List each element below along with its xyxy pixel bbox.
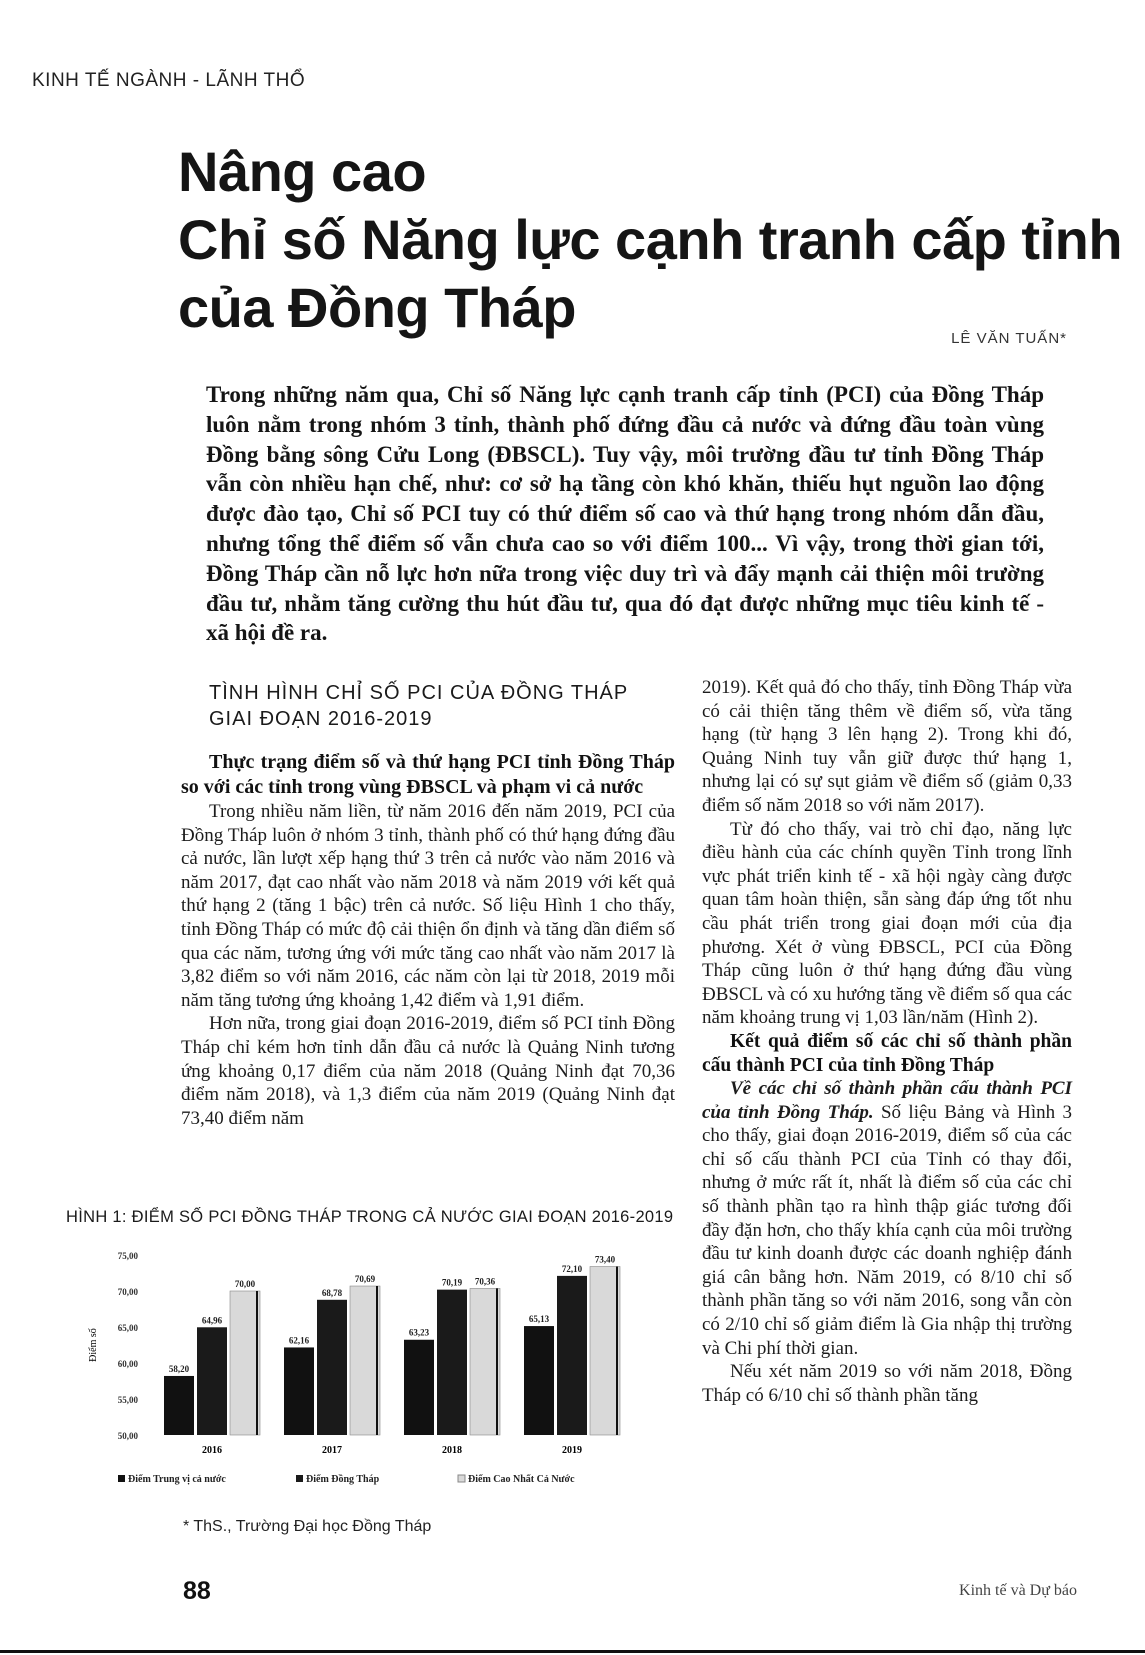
title-line-2: Chỉ số Năng lực cạnh tranh cấp tỉnh (178, 208, 1123, 271)
bar-chart (66, 1235, 676, 1515)
y-tick-label: 65,00 (117, 1323, 138, 1333)
legend-swatch (118, 1475, 125, 1482)
data-label: 70,36 (474, 1276, 496, 1287)
data-label: 63,23 (408, 1327, 430, 1338)
x-tick-label: 2016 (202, 1445, 222, 1456)
paragraph: Nếu xét năm 2019 so với năm 2018, Đồng Tháp có 6/10 chỉ số thành phần tăng (702, 1361, 1072, 1406)
section-heading: TÌNH HÌNH CHỈ SỐ PCI CỦA ĐỒNG THÁP GIAI ĐOẠN 2016-2019 (209, 682, 628, 730)
data-label: 62,16 (288, 1335, 310, 1346)
legend-swatch (296, 1475, 303, 1482)
chart-bar (197, 1327, 227, 1435)
y-axis-label: Điểm số (88, 1328, 99, 1362)
bottom-rule (0, 1650, 1145, 1653)
legend-entry: Điểm Đồng Tháp (306, 1474, 380, 1485)
chart-bar (350, 1286, 380, 1435)
paragraph (702, 1077, 1072, 1360)
y-tick-label: 60,00 (117, 1359, 138, 1369)
data-label: 68,78 (321, 1287, 343, 1298)
figure-caption: HÌNH 1: ĐIỂM SỐ PCI ĐỒNG THÁP TRONG CẢ NƯỚC GIAI ĐOẠN 2016-2019 (66, 1208, 674, 1226)
section-header: KINH TẾ NGÀNH - LÃNH THỔ (32, 70, 306, 91)
chart-bar (470, 1288, 500, 1435)
page-number: 88 (183, 1577, 211, 1605)
journal-name: Kinh tế và Dự báo (959, 1582, 1077, 1599)
y-tick-label: 75,00 (117, 1251, 138, 1261)
chart-bar (590, 1267, 620, 1435)
y-tick-label: 70,00 (117, 1287, 138, 1297)
paragraph-text: Số liệu Bảng và Hình 3 cho thấy, giai đoạn 2016-2019, điểm số của các chỉ số cấu thành PCI của Tỉnh có thay đổi, nhưng ở mức rất ít, nhất là điểm số của các chỉ số thành phần tạo ra hình thập giác tương đối đầy đặn hơn, cho thấy khía cạnh của môi trường đầu tư kinh doanh được các doanh nghiệp đánh giá cân bằng hơn. Năm 2019, có 8/10 chỉ số thành phần tăng so với năm 2016, song vẫn còn có 2/10 chỉ số giảm điểm là Gia nhập thị trường và Chi phí thời gian. (702, 1101, 1072, 1359)
footnote: * ThS., Trường Đại học Đồng Tháp (183, 1518, 432, 1535)
legend-swatch (458, 1475, 465, 1482)
title-line-3: của Đồng Tháp (178, 276, 576, 339)
author-byline: LÊ VĂN TUẤN* (951, 330, 1067, 347)
data-label: 72,10 (561, 1263, 583, 1274)
chart-bar (524, 1326, 554, 1435)
legend-entry: Điểm Trung vị cả nước (128, 1474, 226, 1485)
title-line-1: Nâng cao (178, 140, 427, 203)
data-label: 58,20 (168, 1363, 190, 1374)
y-tick-label: 55,00 (117, 1395, 138, 1405)
right-column (702, 676, 1072, 1407)
y-tick-label: 50,00 (117, 1431, 138, 1441)
chart-bar (404, 1340, 434, 1435)
paragraph-continuation: 2019). Kết quả đó cho thấy, tỉnh Đồng Tháp vừa có cải thiện tăng thêm về điểm số, vừa tăng hạng (từ hạng 3 lên hạng 2). Trong khi đó, Quảng Ninh tuy vẫn giữ được thứ hạng 1, nhưng lại có sự sụt giảm về điểm số (giảm 0,33 điểm số năm 2018 so với năm 2017). (702, 677, 1072, 816)
paragraph: Hơn nữa, trong giai đoạn 2016-2019, điểm số PCI tỉnh Đồng Tháp chỉ kém hơn tỉnh dẫn đầu cả nước là Quảng Ninh tương ứng khoảng 0,17 điểm của năm 2018 (Quảng Ninh đạt 70,36 điểm năm 2018), và 1,3 điểm của năm 2019 (Quảng Ninh đạt 73,40 điểm năm (181, 1013, 675, 1129)
subheading: Thực trạng điểm số và thứ hạng PCI tỉnh Đồng Tháp so với các tỉnh trong vùng ĐBSCL và phạm vi cả nước (181, 751, 675, 798)
left-column (181, 676, 675, 1130)
x-tick-label: 2019 (562, 1445, 582, 1456)
article-title (178, 138, 1123, 342)
chart-bar (284, 1347, 314, 1435)
data-label: 65,13 (528, 1314, 550, 1325)
chart-bar (164, 1376, 194, 1435)
legend-entry: Điểm Cao Nhất Cả Nước (468, 1474, 575, 1485)
figure-1 (66, 1208, 676, 1515)
data-label: 70,00 (234, 1279, 256, 1289)
chart-bar (317, 1300, 347, 1435)
data-label: 70,19 (441, 1277, 463, 1288)
data-label: 73,40 (594, 1254, 616, 1265)
paragraph: Trong nhiều năm liền, từ năm 2016 đến năm 2019, PCI của Đồng Tháp luôn ở nhóm 3 tỉnh, thành phố có thứ hạng đứng đầu cả nước, lần lượt xếp hạng thứ 3 trên cả nước vào năm 2016 và năm 2017, đạt cao nhất vào năm 2018 và năm 2019 với kết quả thứ hạng 2 (tăng 1 bậc) trên cả nước. Số liệu Hình 1 cho thấy, tỉnh Đồng Tháp có mức độ cải thiện ổn định và tăng dần điểm số qua các năm, tương ứng với mức tăng cao nhất vào năm 2017 là 3,82 điểm so với năm 2016, các năm còn lại từ 2018, 2019 mỗi năm tăng tương ứng khoảng 1,42 điểm và 1,91 điểm. (181, 801, 675, 1011)
abstract: Trong những năm qua, Chỉ số Năng lực cạnh tranh cấp tỉnh (PCI) của Đồng Tháp luôn nằm trong nhóm 3 tỉnh, thành phố đứng đầu cả nước và đứng đầu toàn vùng Đồng bằng sông Cửu Long (ĐBSCL). Tuy vậy, môi trường đầu tư tỉnh Đồng Tháp vẫn còn nhiều hạn chế, như: cơ sở hạ tầng còn khó khăn, thiếu hụt nguồn lao động được đào tạo, Chỉ số PCI tuy có thứ điểm số cao và thứ hạng trong nhóm dẫn đầu, nhưng tổng thể điểm số vẫn chưa cao so với điểm 100... Vì vậy, trong thời gian tới, Đồng Tháp cần nỗ lực hơn nữa trong việc duy trì và đẩy mạnh cải thiện môi trường đầu tư, nhằm tăng cường thu hút đầu tư, qua đó đạt được những mục tiêu kinh tế - xã hội đề ra. (206, 382, 1044, 646)
section-subheading: Kết quả điểm số các chỉ số thành phần cấu thành PCI của tỉnh Đồng Tháp (702, 1030, 1072, 1076)
paragraph: Từ đó cho thấy, vai trò chỉ đạo, năng lực điều hành của các chính quyền Tỉnh trong lĩnh vực phát triển kinh tế - xã hội ngày càng được quan tâm hoàn thiện, sẵn sàng đáp ứng tốt nhu cầu phát triển trong giai đoạn mới của địa phương. Xét ở vùng ĐBSCL, PCI của Đồng Tháp cũng luôn ở thứ hạng đứng đầu vùng ĐBSCL và có xu hướng tăng về điểm số qua các năm khoảng trung vị 1,03 lần/năm (Hình 2). (702, 818, 1073, 1029)
data-label: 70,69 (354, 1274, 376, 1285)
chart-bar (230, 1291, 260, 1435)
chart-bar (437, 1290, 467, 1435)
lead-italic: Về các chỉ số thành phần cấu thành PCI của tỉnh Đồng Tháp. (702, 1078, 1072, 1123)
x-tick-label: 2018 (442, 1445, 462, 1456)
chart-bar (557, 1276, 587, 1435)
data-label: 64,96 (201, 1315, 223, 1326)
x-tick-label: 2017 (322, 1445, 342, 1456)
